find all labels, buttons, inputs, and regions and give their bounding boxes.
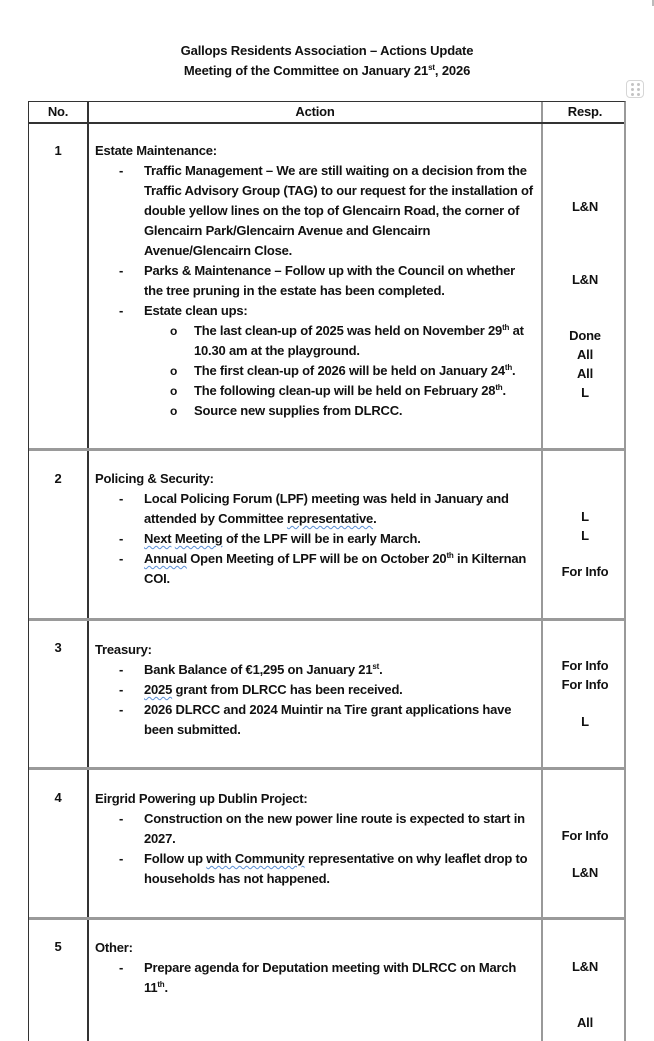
header-resp: Resp. xyxy=(567,104,603,119)
row-2-action xyxy=(95,469,535,589)
sub-bullet-text: The last clean-up of 2025 was held on November 29 xyxy=(194,323,503,338)
bullet-text: Traffic Management – We are still waiting on a decision from the Traffic Advisory Group (TAG) to our request for the installation of double yellow lines on the top of Glencairn Road, the corner of Glencairn Park/Glencairn Avenue and Glencairn Avenue/Glencairn Close. xyxy=(144,163,533,258)
row-4-section-title: Eirgrid Powering up Dublin Project: xyxy=(95,791,308,806)
row-5-resp-1: L&N xyxy=(571,959,599,974)
row-1-resp-1: L&N xyxy=(571,199,599,214)
ordinal: st xyxy=(372,662,380,671)
sub-bullet-text: Source new supplies from DLRCC. xyxy=(194,403,403,418)
row-divider-2 xyxy=(29,618,624,621)
row-3-resp-1: For Info xyxy=(561,658,609,673)
bullet-text: Open Meeting of LPF will be on October 20 xyxy=(186,551,447,566)
row-4-bullet-1 xyxy=(95,809,535,849)
bullet-text: Local Policing Forum (LPF) meeting was held in January and attended by Committee xyxy=(144,491,509,526)
dash-bullet-icon: - xyxy=(119,662,124,677)
title-line-2 xyxy=(0,61,654,81)
row-2-bullet-3 xyxy=(95,549,535,589)
row-3-section-title: Treasury: xyxy=(95,642,152,657)
row-1-resp-3: Done xyxy=(569,328,601,343)
sub-bullet-text: . xyxy=(512,363,516,378)
bullet-text: representative on why leaflet drop to households has not happened. xyxy=(144,851,528,886)
row-3-resp-2: For Info xyxy=(561,677,609,692)
row-2-section-title: Policing & Security: xyxy=(95,471,214,486)
sub-bullet-text: . xyxy=(502,383,506,398)
row-1-resp-6: L xyxy=(581,385,589,400)
bullet-text: . xyxy=(373,511,377,526)
table-drag-handle-icon[interactable] xyxy=(626,80,644,98)
bullet-text: Bank Balance of €1,295 on January 21 xyxy=(144,662,373,677)
spellcheck-word[interactable]: representative xyxy=(286,511,374,526)
circle-bullet-icon: o xyxy=(170,404,178,418)
bullet-text: 2026 DLRCC and 2024 Muintir na Tire grant applications have been submitted. xyxy=(144,702,512,737)
row-1-sub-bullet-3 xyxy=(95,381,535,401)
row-2-number: 2 xyxy=(54,471,62,486)
row-1-sub-bullet-1 xyxy=(95,321,535,361)
row-4-action xyxy=(95,789,535,889)
sub-bullet-text: The following clean-up will be held on February 28 xyxy=(194,383,496,398)
dash-bullet-icon: - xyxy=(119,702,124,717)
bullet-text: Construction on the new power line route is expected to start in 2027. xyxy=(144,811,525,846)
actions-table xyxy=(28,101,626,1041)
circle-bullet-icon: o xyxy=(170,384,178,398)
spellcheck-word[interactable]: Next xyxy=(144,531,172,546)
row-4-bullet-2 xyxy=(95,849,535,889)
spellcheck-word[interactable]: 2025 xyxy=(144,682,173,697)
dash-bullet-icon: - xyxy=(119,851,124,866)
row-1-section-title: Estate Maintenance: xyxy=(95,143,217,158)
dash-bullet-icon: - xyxy=(119,960,124,975)
row-2-resp-3: For Info xyxy=(561,564,609,579)
spellcheck-word[interactable]: Meeting xyxy=(174,531,223,546)
row-2-bullet-1 xyxy=(95,489,535,529)
title-year: , 2026 xyxy=(434,63,471,78)
row-1-number: 1 xyxy=(54,143,62,158)
row-1-resp-4: All xyxy=(576,347,593,362)
row-3-bullet-1 xyxy=(95,660,535,680)
row-1-bullet-1 xyxy=(95,161,535,261)
circle-bullet-icon: o xyxy=(170,364,178,378)
ordinal: th xyxy=(495,383,503,392)
bullet-text: of the LPF will be in early March. xyxy=(222,531,421,546)
row-1-bullet-3 xyxy=(95,301,535,321)
row-5-bullet-1 xyxy=(95,958,535,998)
header-divider xyxy=(29,122,624,124)
row-4-resp-2: L&N xyxy=(571,865,599,880)
bullet-text: Estate clean ups: xyxy=(144,303,248,318)
dash-bullet-icon: - xyxy=(119,551,124,566)
header-no: No. xyxy=(47,104,69,119)
row-1-sub-bullet-2 xyxy=(95,361,535,381)
row-5-section-title: Other: xyxy=(95,940,133,955)
bullet-text: Parks & Maintenance – Follow up with the Council on whether the tree pruning in the estate has been completed. xyxy=(144,263,516,298)
ordinal: th xyxy=(446,551,454,560)
bullet-text: Prepare agenda for Deputation meeting with DLRCC on March 11 xyxy=(144,960,517,995)
row-1-bullet-2 xyxy=(95,261,535,301)
dash-bullet-icon: - xyxy=(119,682,124,697)
row-2-bullet-2 xyxy=(95,529,535,549)
row-5-resp-2: All xyxy=(576,1015,593,1030)
row-divider-4 xyxy=(29,917,624,920)
sub-bullet-text: at 10.30 am at the playground. xyxy=(194,323,524,358)
document-title xyxy=(0,41,654,81)
circle-bullet-icon: o xyxy=(170,324,178,338)
row-3-action xyxy=(95,640,535,740)
dash-bullet-icon: - xyxy=(119,491,124,506)
row-5-number: 5 xyxy=(54,939,62,954)
bullet-text: . xyxy=(379,662,383,677)
dash-bullet-icon: - xyxy=(119,811,124,826)
ordinal: th xyxy=(157,980,165,989)
bullet-text: Follow up xyxy=(144,851,207,866)
title-line-1: Gallops Residents Association – Actions Update xyxy=(180,43,474,58)
row-1-resp-2: L&N xyxy=(571,272,599,287)
title-line-2-text: Meeting of the Committee on January 21 xyxy=(183,63,429,78)
row-1-sub-bullet-4 xyxy=(95,401,535,421)
row-2-resp-1: L xyxy=(581,509,589,524)
dash-bullet-icon: - xyxy=(119,263,124,278)
row-2-resp-2: L xyxy=(581,528,589,543)
row-4-number: 4 xyxy=(54,790,62,805)
row-divider-1 xyxy=(29,448,624,451)
spellcheck-word[interactable]: Annual xyxy=(144,551,187,566)
ordinal: th xyxy=(502,323,510,332)
ordinal: th xyxy=(504,363,513,372)
row-1-resp-5: All xyxy=(576,366,593,381)
row-divider-3 xyxy=(29,767,624,770)
dash-bullet-icon: - xyxy=(119,531,124,546)
title-ordinal: st xyxy=(428,63,435,72)
dash-bullet-icon: - xyxy=(119,303,124,318)
header-action: Action xyxy=(295,104,335,119)
row-1-action xyxy=(95,141,535,421)
bullet-text: in Kilternan COI. xyxy=(144,551,527,586)
sub-bullet-text: The first clean-up of 2026 will be held on January 24 xyxy=(194,363,505,378)
row-4-resp-1: For Info xyxy=(561,828,609,843)
bullet-text: . xyxy=(164,980,168,995)
column-divider-1 xyxy=(87,102,89,1041)
row-5-action xyxy=(95,938,535,998)
row-3-resp-3: L xyxy=(581,714,589,729)
row-3-bullet-3 xyxy=(95,700,535,740)
row-3-number: 3 xyxy=(54,640,62,655)
spellcheck-word[interactable]: with Community xyxy=(206,851,305,866)
row-3-bullet-2 xyxy=(95,680,535,700)
bullet-text: grant from DLRCC has been received. xyxy=(172,682,403,697)
dash-bullet-icon: - xyxy=(119,163,124,178)
